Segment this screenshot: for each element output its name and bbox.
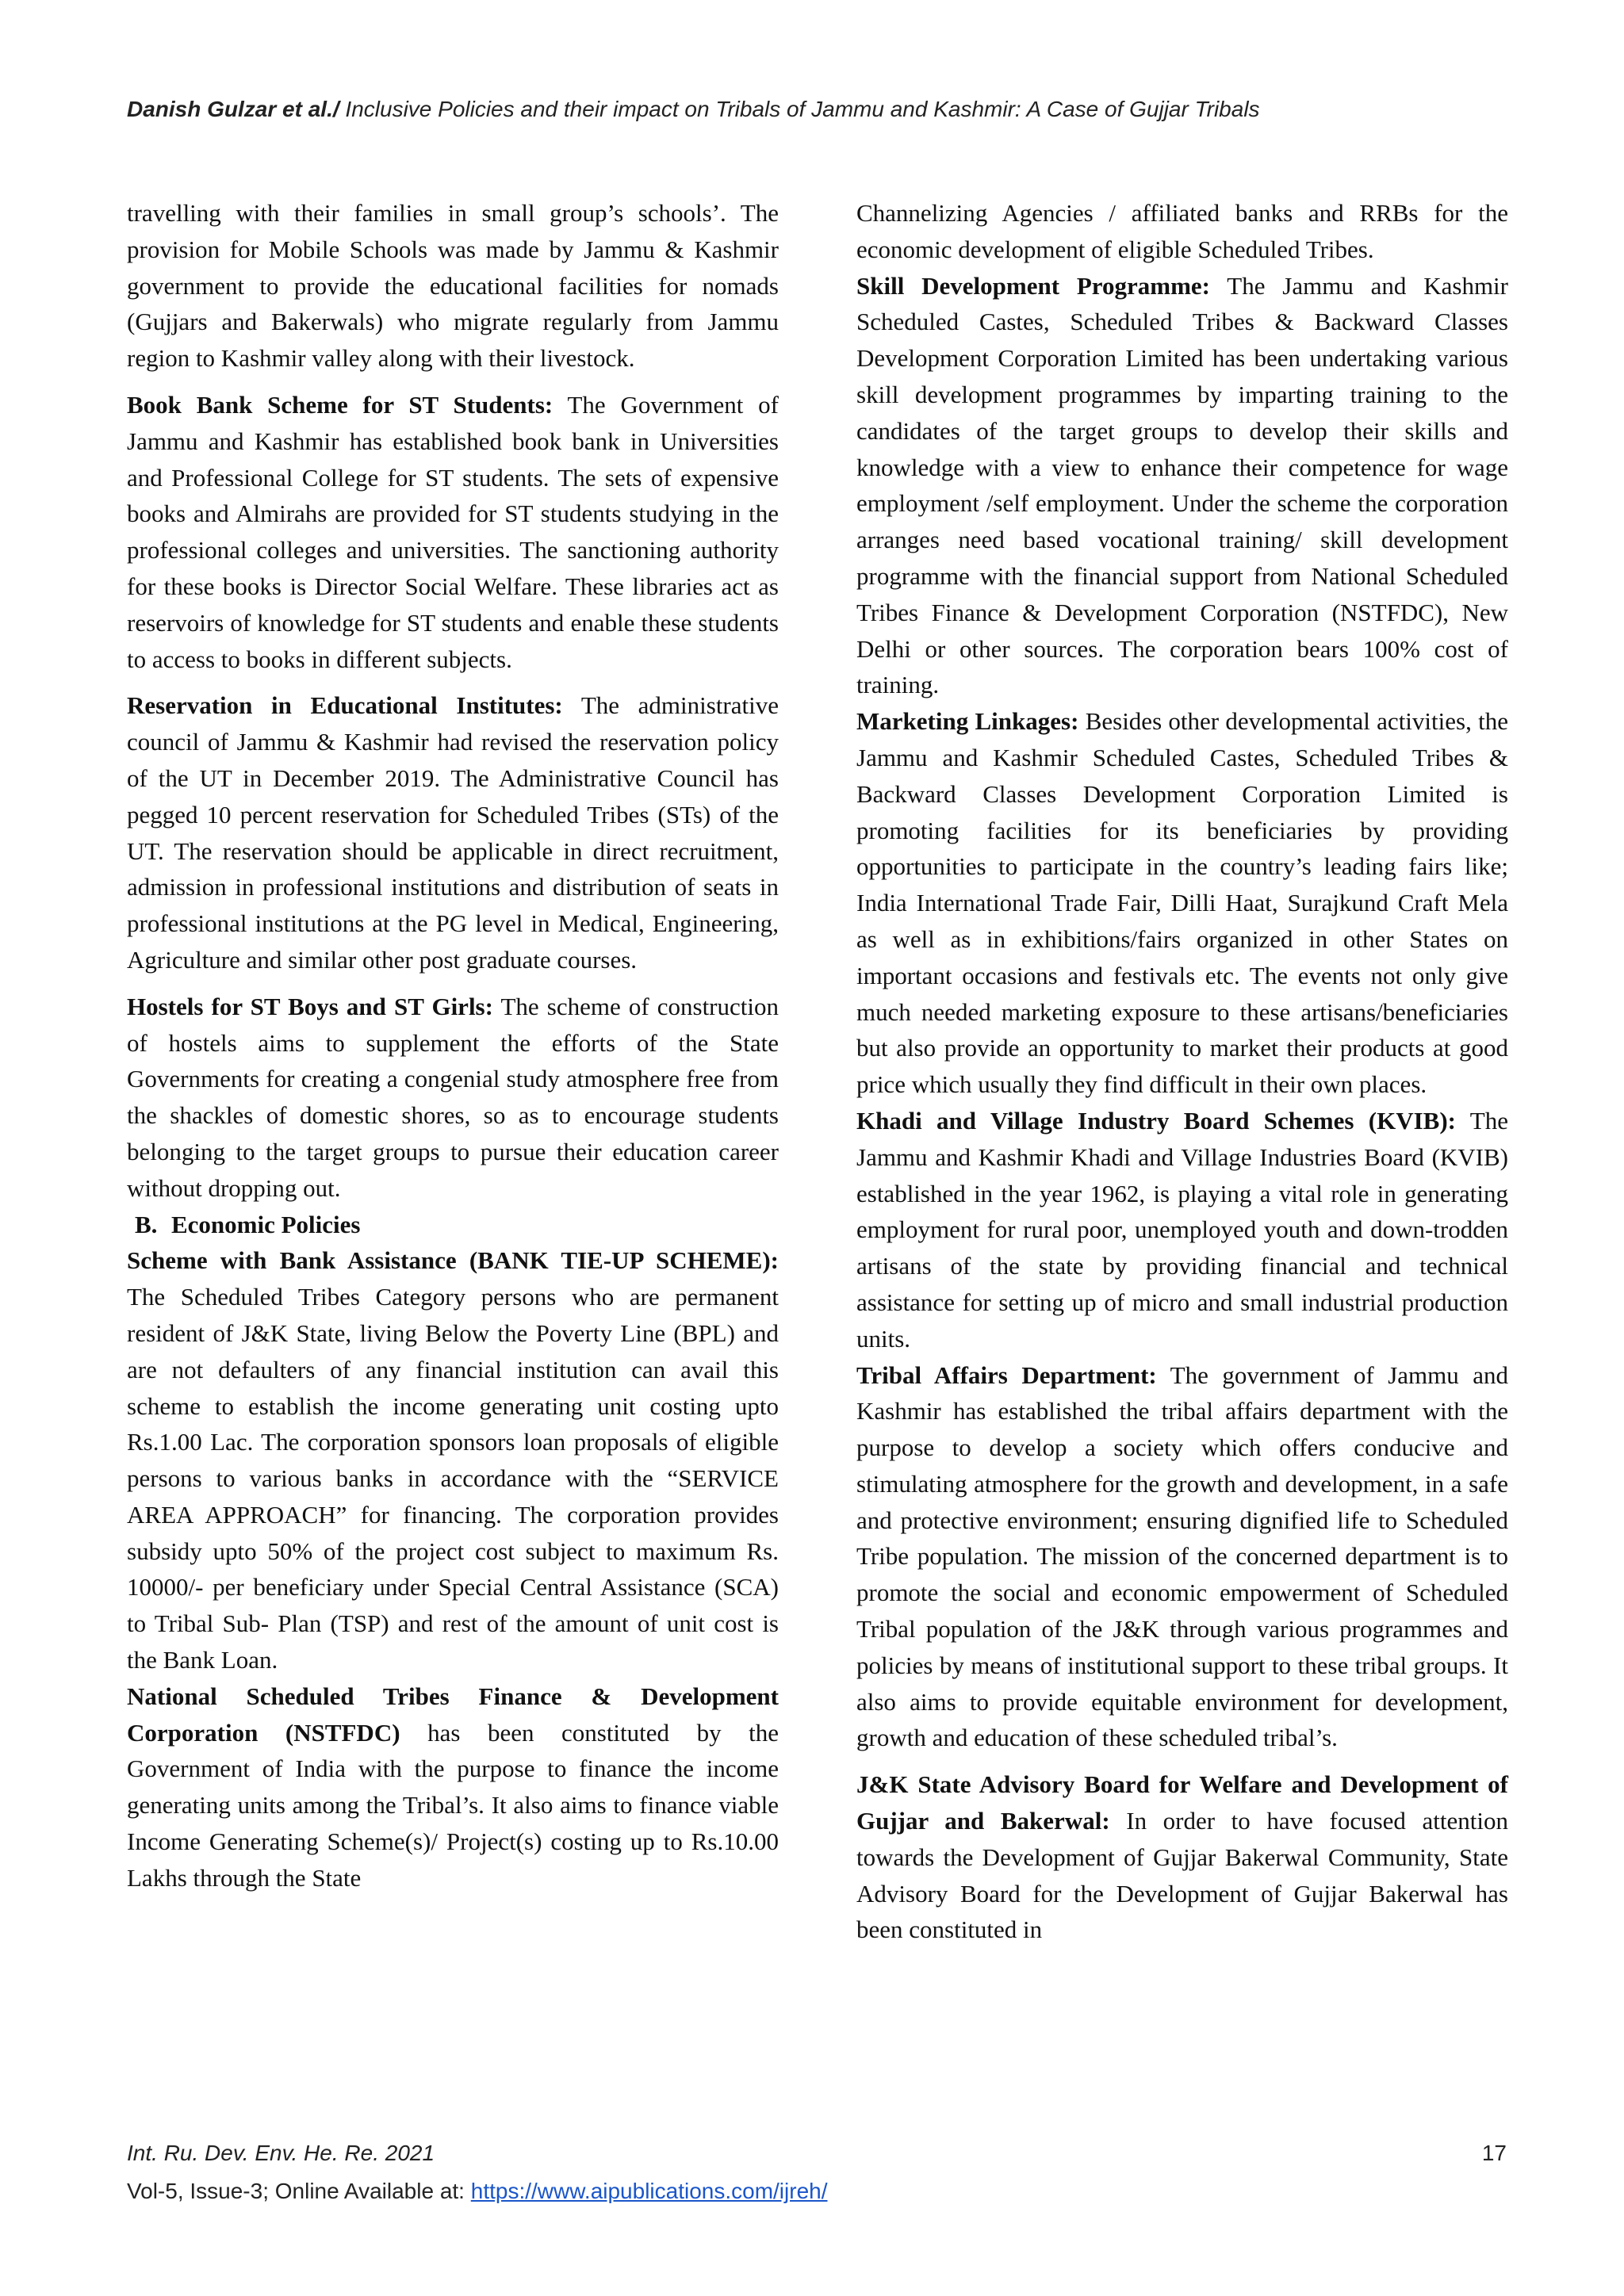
paragraph-heading: Book Bank Scheme for ST Students: (127, 390, 553, 419)
paragraph-body: In order to have focused attention towards the Development of Gujjar Bakerwal Community, State Advisory Board for the Development of Gujjar Bakerwal has been constituted in (856, 1807, 1508, 1944)
footer-volume-line (127, 2179, 1507, 2204)
section-number: B. (135, 1210, 158, 1238)
paragraph-body: The Jammu and Kashmir Khadi and Village Industries Board (KVIB) established in the year 1962, is playing a vital role in generating employment for rural poor, unemployed youth and down-trodden artisans of the state by providing financial and technical assistance for setting up of micro and small industrial production units. (856, 1106, 1508, 1353)
paragraph-mobile-schools: travelling with their families in small group’s schools’. The provision for Mobile Schools was made by Jammu & Kashmir government to provide the educational facilities for nomads (Gujjars and Bakerwals) who migrate regularly from Jammu region to Kashmir valley along with their livestock. (127, 199, 779, 373)
paragraph-body: Besides other developmental activities, the Jammu and Kashmir Scheduled Castes, Scheduled Tribes & Backward Classes Development Corporation Limited is promoting facilities for its beneficiaries by providing opportunities to participate in the country’s leading fairs like; India International Trade Fair, Dilli Haat, Surajkund Craft Mela as well as in exhibitions/fairs organized in other States on important occasions and festivals etc. The events not only give much needed marketing exposure to these artisans/beneficiaries but also provide an opportunity to market their products at good price which usually they find difficult in their own places. (856, 707, 1508, 1099)
paragraph-body: The Jammu and Kashmir Scheduled Castes, Scheduled Tribes & Backward Classes Development Corporation Limited has been undertaking various skill development programmes by imparting training to the candidates of the target groups to develop their skills and knowledge with a view to enhance their competence for wage employment /self employment. Under the scheme the corporation arranges need based vocational training/ skill development programme with the financial support from National Scheduled Tribes Finance & Development Corporation (NSTFDC), New Delhi or other sources. The corporation bears 100% cost of training. (856, 271, 1508, 699)
paragraph-body: The government of Jammu and Kashmir has established the tribal affairs department with the purpose to develop a society which offers conducive and stimulating atmosphere for the growth and development, in a safe and protective environment; ensuring dignified life to Scheduled Tribe population. The mission of the concerned department is to promote the social and economic empowerment of Scheduled Tribal population of the J&K through various programmes and policies by means of institutional support to these tribal groups. It also aims to provide equitable environment for development, growth and education of these scheduled tribal’s. (856, 1360, 1508, 1752)
left-column (127, 195, 779, 1896)
paragraph-body: The scheme of construction of hostels aims to supplement the efforts of the State Governments for creating a congenial study atmosphere free from the shackles of domestic shores, so as to encourage students belonging to the target groups to pursue their education career without dropping out. (127, 992, 779, 1202)
paragraph-heading: Scheme with Bank Assistance (BANK TIE-UP SCHEME): (127, 1246, 779, 1275)
right-column (856, 195, 1508, 1948)
paragraph-marketing-linkages (856, 703, 1508, 1103)
running-header (127, 97, 1507, 122)
paragraph-tribal-affairs (856, 1357, 1508, 1757)
footer-url-link[interactable]: https://www.aipublications.com/ijreh/ (470, 2179, 828, 2203)
paragraph-reservation (127, 687, 779, 978)
section-title: Economic Policies (171, 1210, 361, 1238)
paragraph-body: The Scheduled Tribes Category persons who are permanent resident of J&K State, living Below the Poverty Line (BPL) and are not defaulters of any financial institution can avail this scheme to establish the income generating unit costing upto Rs.1.00 Lac. The corporation sponsors loan proposals of eligible persons to various banks in accordance with the “SERVICE AREA APPROACH” for financing. The corporation provides subsidy upto 50% of the project cost subject to maximum Rs. 10000/- per beneficiary under Special Central Assistance (SCA) to Tribal Sub- Plan (TSP) and rest of the amount of unit cost is the Bank Loan. (127, 1283, 779, 1674)
paragraph-body: The administrative council of Jammu & Kashmir had revised the reservation policy of the UT in December 2019. The Administrative Council has pegged 10 percent reservation for Scheduled Tribes (STs) of the UT. The reservation should be applicable in direct recruitment, admission in professional institutions and distribution of seats in professional institutions at the PG level in Medical, Engineering, Agriculture and similar other post graduate courses. (127, 691, 779, 974)
paragraph-advisory-board (856, 1766, 1508, 1948)
footer-volume: Vol-5, Issue-3; Online Available at: (127, 2179, 471, 2203)
footer-journal: Int. Ru. Dev. Env. He. Re. 2021 (127, 2141, 435, 2165)
paragraph-bank-tie-up (127, 1242, 779, 1678)
paragraph-heading: Khadi and Village Industry Board Schemes (KVIB): (856, 1106, 1457, 1135)
paragraph-body: The Government of Jammu and Kashmir has established book bank in Universities and Professional College for ST students. The sets of expensive books and Almirahs are provided for ST students studying in the professional colleges and universities. The sanctioning authority for these books is Director Social Welfare. These libraries act as reservoirs of knowledge for ST students and enable these students to access to books in different subjects. (127, 390, 779, 673)
paragraph-kvib (856, 1103, 1508, 1357)
footer-journal-line (127, 2141, 1507, 2166)
paragraph-heading: Hostels for ST Boys and ST Girls: (127, 992, 493, 1020)
paragraph-heading: Tribal Affairs Department: (856, 1360, 1157, 1389)
paragraph-heading: National Scheduled Tribes Finance & Development Corporation (NSTFDC) (127, 1682, 779, 1747)
paragraph-heading: Reservation in Educational Institutes: (127, 691, 563, 720)
paragraph-nstfdc (127, 1678, 779, 1896)
paragraph-book-bank (127, 387, 779, 677)
paragraph-channelizing-agencies: Channelizing Agencies / affiliated banks and RRBs for the economic development of eligible Scheduled Tribes. (856, 199, 1508, 263)
paragraph-skill-development (856, 268, 1508, 704)
paragraph-heading: Marketing Linkages: (856, 707, 1079, 736)
header-authors: Danish Gulzar et al./ (127, 97, 339, 121)
paragraph-heading: Skill Development Programme: (856, 271, 1210, 300)
paragraph-heading: J&K State Advisory Board for Welfare and Development of Gujjar and Bakerwal: (856, 1770, 1508, 1835)
paragraph-body: has been constituted by the Government of India with the purpose to finance the income generating units among the Tribal’s. It also aims to finance viable Income Generating Scheme(s)/ Project(s) costing up to Rs.10.00 Lakhs through the State (127, 1718, 779, 1892)
header-title: Inclusive Policies and their impact on Tribals of Jammu and Kashmir: A Case of Gujjar Tribals (339, 97, 1260, 121)
paragraph-hostels (127, 989, 779, 1207)
page-number: 17 (1481, 2141, 1507, 2165)
section-heading-economic-policies (127, 1207, 779, 1243)
